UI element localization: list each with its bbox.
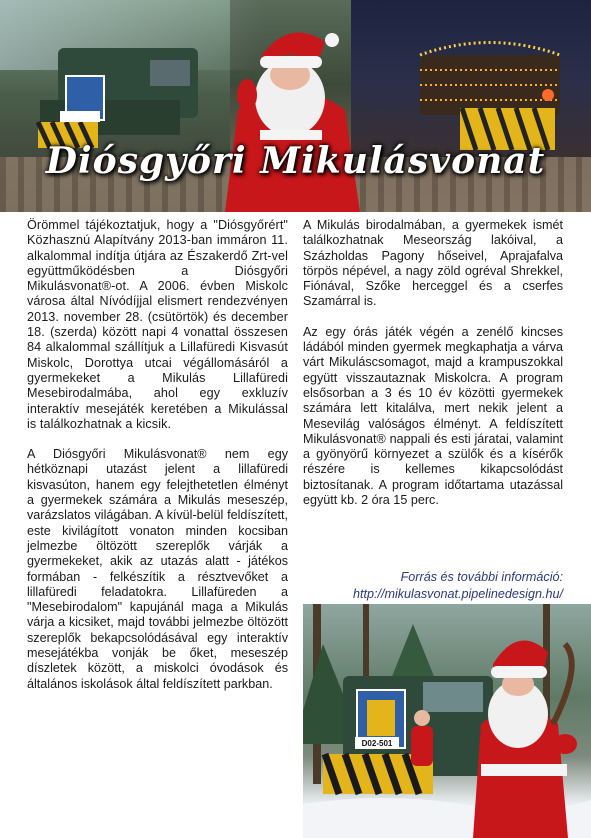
banner-santa <box>225 33 360 212</box>
santa-train-illustration <box>303 604 591 838</box>
source-url[interactable]: http://mikulasvonat.pipelinedesign.hu/ <box>352 587 563 601</box>
santa-train-photo <box>303 604 591 838</box>
right-column <box>303 218 563 523</box>
program-paragraph: Az egy órás játék végén a zenélő kincses ládából minden gyermek megkaphatja a várva várt Mikuláscsomagot, majd a krampuszokkal együtt visszautaznak Miskolcra. A program elsősorban a 3 és 10 év közötti gyermekek számára lett kitalálva, mert nekik jelent a Mesevilág valóságos élményt. A feldíszített Mikulásvonat® nappali és esti járatai, valamint a gyönyörű környezet a szülők és a kísérők részére is kellemes kikapcsolódást biztosítanak. A program időtartama utazással együtt kb. 2 óra 15 perc. <box>303 324 563 508</box>
locomotive-plate: D02-501 <box>361 739 393 748</box>
source-label: Forrás és további információ: <box>400 570 563 584</box>
left-column <box>27 218 288 707</box>
experience-paragraph: A Diósgyőri Mikulásvonat® nem egy hétköznapi utazást jelent a lillafüredi kisvasúton, hanem egy felejthetetlen élményt a gyermekek számára a Mikulás meseszép, varázslatos világában. A kívül-belül feldíszített, este kivilágított vonaton minden kocsiban jelmezbe öltözött szereplők várják a gyermekeket, akik az utazás alatt - játékos formában - felkészítik a résztvevőket a lillafüredi feladatokra. Lillafüreden a "Mesebirodalom" kapujánál maga a Mikulás várja a kicsiket, majd további jelmezbe öltözött szereplők bekapcsolódásával egy interaktív mesejátékba vonják be őket, meseszép díszletek között, a miskolci óvodások és általános iskolások által feldíszített parkban. <box>27 447 288 691</box>
page-title: Diósgyőri Mikulásvonat <box>45 140 546 182</box>
header-banner <box>0 0 591 212</box>
source-info <box>300 569 563 603</box>
banner-locomotive-left <box>38 48 198 148</box>
intro-paragraph: Örömmel tájékoztatjuk, hogy a "Diósgyőrért" Közhasznú Alapítvány 2013-ban immáron 11. alkalommal indítja útjára az Északerdő Zrt-vel együttműködésben a Diósgyőri Mikulásvonat®-ot. A 2006. évben Miskolc városa által Nívódíjjal elismert rendezvényen 2013. november 28. (csütörtök) és december 18. (szerda) között napi 4 vonattal összesen 84 alkalommal szállítjuk a Lillafüredi Kisvasút Miskolc, Dorottya utcai végállomásáról a gyermekeket a Mikulás Lillafüredi Mesebirodalmába, ahol egy exkluzív interaktív mesejáték keretében a Mikulással is találkozhatnak a kicsik. <box>27 218 288 431</box>
fairyland-paragraph: A Mikulás birodalmában, a gyermekek ismét találkozhatnak Meseország lakóival, a Százholdas Pagony hőseivel, Aprajafalva törpös népével, a nagy zöld ogréval Shrekkel, Fiónával, Szőke herceggel és a cserfes Szamárral is. <box>303 218 563 309</box>
banner-locomotive-right <box>420 43 560 151</box>
